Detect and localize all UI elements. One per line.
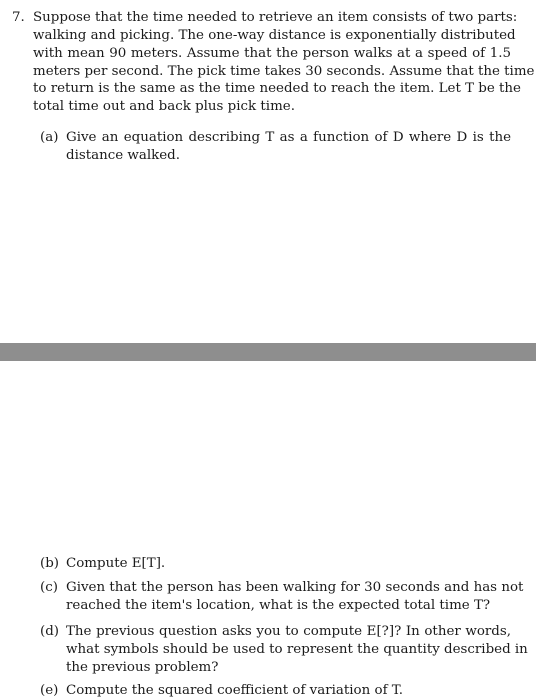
part-a-line-2: distance walked. [66, 148, 180, 163]
part-e-line-1: Compute the squared coefficient of variation of T. [66, 683, 403, 698]
part-a-label: (a) [40, 130, 59, 145]
part-c-line-2: reached the item's location, what is the expected total time T? [66, 598, 491, 613]
part-a-line-1: Give an equation describing T as a function of D where D is the [66, 130, 511, 145]
problem-text-line-2: walking and picking. The one-way distance is exponentially distributed [33, 28, 516, 43]
part-b-line-1: Compute E[T]. [66, 556, 166, 571]
page-divider [0, 343, 536, 361]
problem-number: 7. [12, 10, 25, 25]
problem-text-line-3: with mean 90 meters. Assume that the person walks at a speed of 1.5 [33, 46, 511, 61]
part-b-label: (b) [40, 556, 60, 571]
part-e-label: (e) [40, 683, 59, 698]
problem-text-line-5: to return is the same as the time needed to reach the item. Let T be the [33, 81, 521, 96]
part-d-line-3: the previous problem? [66, 660, 219, 675]
problem-text-line-1: Suppose that the time needed to retrieve an item consists of two parts: [33, 10, 518, 25]
part-c-label: (c) [40, 580, 58, 595]
part-d-label: (d) [40, 624, 60, 639]
problem-text-line-6: total time out and back plus pick time. [33, 99, 295, 114]
problem-text-line-4: meters per second. The pick time takes 30 seconds. Assume that the time [33, 64, 535, 79]
part-c-line-1: Given that the person has been walking for 30 seconds and has not [66, 580, 524, 595]
part-d-line-1: The previous question asks you to compute E[?]? In other words, [66, 624, 511, 639]
part-d-line-2: what symbols should be used to represent the quantity described in [66, 642, 528, 657]
